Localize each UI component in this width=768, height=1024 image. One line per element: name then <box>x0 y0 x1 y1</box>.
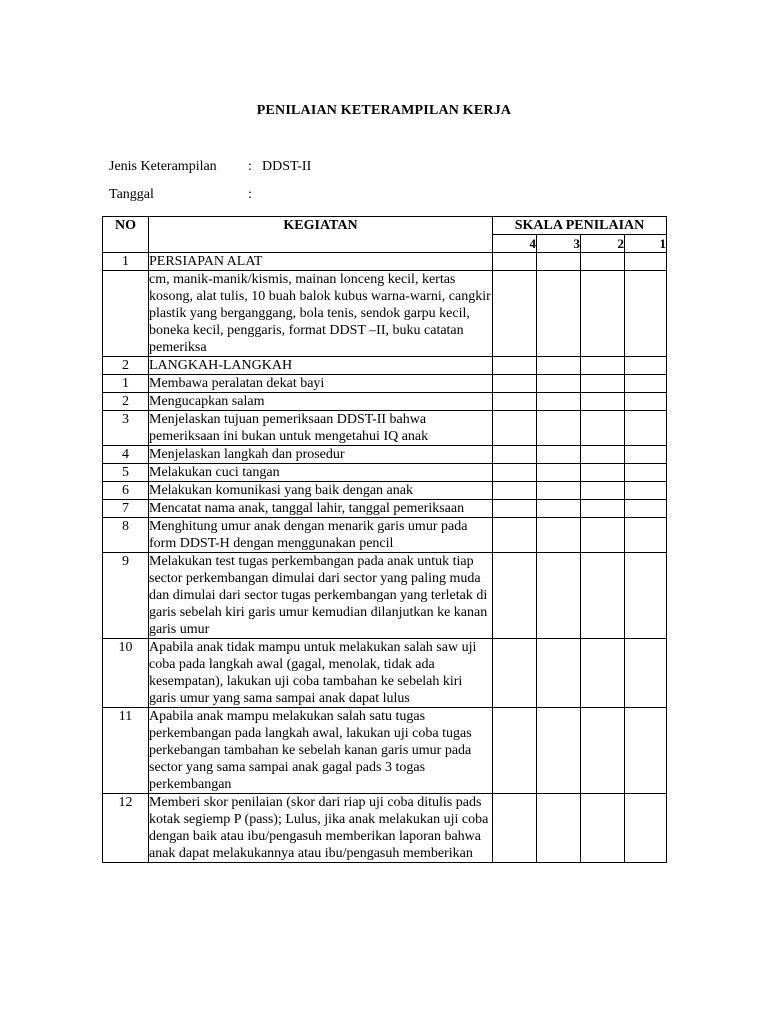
skill-label: Jenis Keterampilan <box>109 159 217 174</box>
table-row <box>103 375 667 393</box>
score-cell-4[interactable] <box>493 411 537 446</box>
row-number: 10 <box>103 639 149 708</box>
score-cell-1[interactable] <box>625 253 667 271</box>
score-cell-2[interactable] <box>581 518 625 553</box>
score-cell-3[interactable] <box>537 794 581 863</box>
score-cell-3[interactable] <box>537 393 581 411</box>
row-activity: Melakukan komunikasi yang baik dengan anak <box>149 482 493 500</box>
score-cell-3[interactable] <box>537 253 581 271</box>
score-cell-1[interactable] <box>625 357 667 375</box>
score-cell-1[interactable] <box>625 794 667 863</box>
row-activity: Mengucapkan salam <box>149 393 493 411</box>
row-number: 3 <box>103 411 149 446</box>
score-cell-2[interactable] <box>581 482 625 500</box>
document-title: PENILAIAN KETERAMPILAN KERJA <box>256 103 512 118</box>
header-row <box>103 217 667 235</box>
row-activity: PERSIAPAN ALAT <box>149 253 493 271</box>
row-number: 5 <box>103 464 149 482</box>
row-number: 12 <box>103 794 149 863</box>
score-cell-4[interactable] <box>493 253 537 271</box>
score-cell-1[interactable] <box>625 271 667 357</box>
score-cell-3[interactable] <box>537 500 581 518</box>
date-colon: : <box>248 187 252 202</box>
row-number <box>103 271 149 357</box>
row-number: 8 <box>103 518 149 553</box>
row-activity: Menjelaskan tujuan pemeriksaan DDST-II bahwa pemeriksaan ini bukan untuk mengetahui IQ anak <box>149 411 493 446</box>
row-activity: Membawa peralatan dekat bayi <box>149 375 493 393</box>
score-header-4: 4 <box>493 235 537 253</box>
row-activity: Melakukan test tugas perkembangan pada anak untuk tiap sector perkembangan dimulai dari sector yang paling muda dan dimulai dari sector tugas perkembangan yang terletak di garis sebelah kiri garis umur kemudian dilanjutkan ke kanan garis umur <box>149 553 493 639</box>
row-activity: Mencatat nama anak, tanggal lahir, tanggal pemeriksaan <box>149 500 493 518</box>
score-cell-3[interactable] <box>537 375 581 393</box>
score-cell-4[interactable] <box>493 271 537 357</box>
score-cell-4[interactable] <box>493 446 537 464</box>
table-row <box>103 357 667 375</box>
row-number: 11 <box>103 708 149 794</box>
table-row <box>103 253 667 271</box>
score-cell-4[interactable] <box>493 464 537 482</box>
score-cell-1[interactable] <box>625 708 667 794</box>
header-skala: SKALA PENILAIAN <box>493 217 667 235</box>
row-activity: cm, manik-manik/kismis, mainan lonceng kecil, kertas kosong, alat tulis, 10 buah balok kubus warna-warni, cangkir plastik yang berganggang, bola tenis, sendok garpu kecil, boneka kecil, penggaris, format DDST –II, buku catatan pemeriksa <box>149 272 491 355</box>
table-row <box>103 553 667 639</box>
score-cell-2[interactable] <box>581 375 625 393</box>
row-number: 1 <box>103 253 149 271</box>
row-number: 4 <box>103 446 149 464</box>
assessment-table <box>102 216 667 863</box>
row-activity: Menjelaskan langkah dan prosedur <box>149 446 493 464</box>
score-cell-4[interactable] <box>493 375 537 393</box>
score-cell-1[interactable] <box>625 553 667 639</box>
row-number: 6 <box>103 482 149 500</box>
score-header-2: 2 <box>581 235 625 253</box>
table-row <box>103 794 667 863</box>
table-row <box>103 464 667 482</box>
row-number: 2 <box>103 357 149 375</box>
row-number: 2 <box>103 393 149 411</box>
header-no: NO <box>103 217 149 253</box>
score-cell-4[interactable] <box>493 500 537 518</box>
row-activity: Menghitung umur anak dengan menarik garis umur pada form DDST-H dengan menggunakan pencil <box>149 518 493 553</box>
table-row <box>103 639 667 708</box>
score-header-3: 3 <box>537 235 581 253</box>
row-activity: LANGKAH-LANGKAH <box>149 357 493 375</box>
table-row <box>103 482 667 500</box>
score-cell-1[interactable] <box>625 446 667 464</box>
score-cell-4[interactable] <box>493 518 537 553</box>
score-cell-4[interactable] <box>493 393 537 411</box>
date-label: Tanggal <box>109 187 154 202</box>
score-cell-2[interactable] <box>581 639 625 708</box>
score-cell-1[interactable] <box>625 482 667 500</box>
score-cell-1[interactable] <box>625 500 667 518</box>
row-activity: Apabila anak mampu melakukan salah satu tugas perkembangan pada langkah awal, lakukan uji coba tugas perkebangan tambahan ke sebelah kanan garis umur pada sector yang sama sampai anak gagal pads 3 togas perkembangan <box>149 708 493 794</box>
score-cell-1[interactable] <box>625 393 667 411</box>
table-row <box>103 500 667 518</box>
score-cell-4[interactable] <box>493 482 537 500</box>
score-cell-3[interactable] <box>537 708 581 794</box>
date-line <box>109 187 262 203</box>
score-cell-2[interactable] <box>581 794 625 863</box>
score-cell-3[interactable] <box>537 482 581 500</box>
score-cell-2[interactable] <box>581 357 625 375</box>
score-cell-1[interactable] <box>625 411 667 446</box>
score-cell-1[interactable] <box>625 518 667 553</box>
table-row <box>103 446 667 464</box>
score-cell-2[interactable] <box>581 393 625 411</box>
score-cell-4[interactable] <box>493 639 537 708</box>
header-kegiatan: KEGIATAN <box>149 217 493 253</box>
score-cell-2[interactable] <box>581 553 625 639</box>
score-cell-4[interactable] <box>493 794 537 863</box>
score-cell-2[interactable] <box>581 464 625 482</box>
score-header-1: 1 <box>625 235 667 253</box>
score-cell-3[interactable] <box>537 518 581 553</box>
skill-line <box>109 159 311 175</box>
score-cell-3[interactable] <box>537 411 581 446</box>
table-row <box>103 518 667 553</box>
row-activity: Memberi skor penilaian (skor dari riap uji coba ditulis pads kotak segiemp P (pass); Lulus, jika anak melakukan uji coba dengan baik atau ibu/pengasuh memberikan laporan bahwa anak dapat melakukannya atau ibu/pengasuh memberikan <box>149 794 493 863</box>
score-cell-2[interactable] <box>581 708 625 794</box>
table-row <box>103 271 667 357</box>
table-row <box>103 708 667 794</box>
score-cell-3[interactable] <box>537 553 581 639</box>
row-activity: Apabila anak tidak mampu untuk melakukan salah saw uji coba pada langkah awal (gagal, menolak, tidak ada kesempatan), lakukan uji coba tambahan ke sebelah kiri garis umur yang sama sampai anak dapat lulus <box>149 639 493 708</box>
score-cell-2[interactable] <box>581 253 625 271</box>
score-cell-3[interactable] <box>537 639 581 708</box>
score-cell-2[interactable] <box>581 446 625 464</box>
row-activity: Melakukan cuci tangan <box>149 464 493 482</box>
score-cell-2[interactable] <box>581 500 625 518</box>
score-cell-3[interactable] <box>537 464 581 482</box>
score-cell-3[interactable] <box>537 446 581 464</box>
score-cell-4[interactable] <box>493 357 537 375</box>
row-number: 7 <box>103 500 149 518</box>
score-cell-4[interactable] <box>493 553 537 639</box>
score-cell-1[interactable] <box>625 375 667 393</box>
score-cell-1[interactable] <box>625 639 667 708</box>
skill-colon: : <box>248 159 252 174</box>
score-cell-2[interactable] <box>581 411 625 446</box>
skill-value: DDST-II <box>262 159 312 174</box>
score-cell-3[interactable] <box>537 271 581 357</box>
score-cell-3[interactable] <box>537 357 581 375</box>
score-cell-1[interactable] <box>625 464 667 482</box>
score-cell-2[interactable] <box>581 271 625 357</box>
table-row <box>103 411 667 446</box>
table-row <box>103 393 667 411</box>
row-number: 1 <box>103 375 149 393</box>
row-number: 9 <box>103 553 149 639</box>
score-cell-4[interactable] <box>493 708 537 794</box>
